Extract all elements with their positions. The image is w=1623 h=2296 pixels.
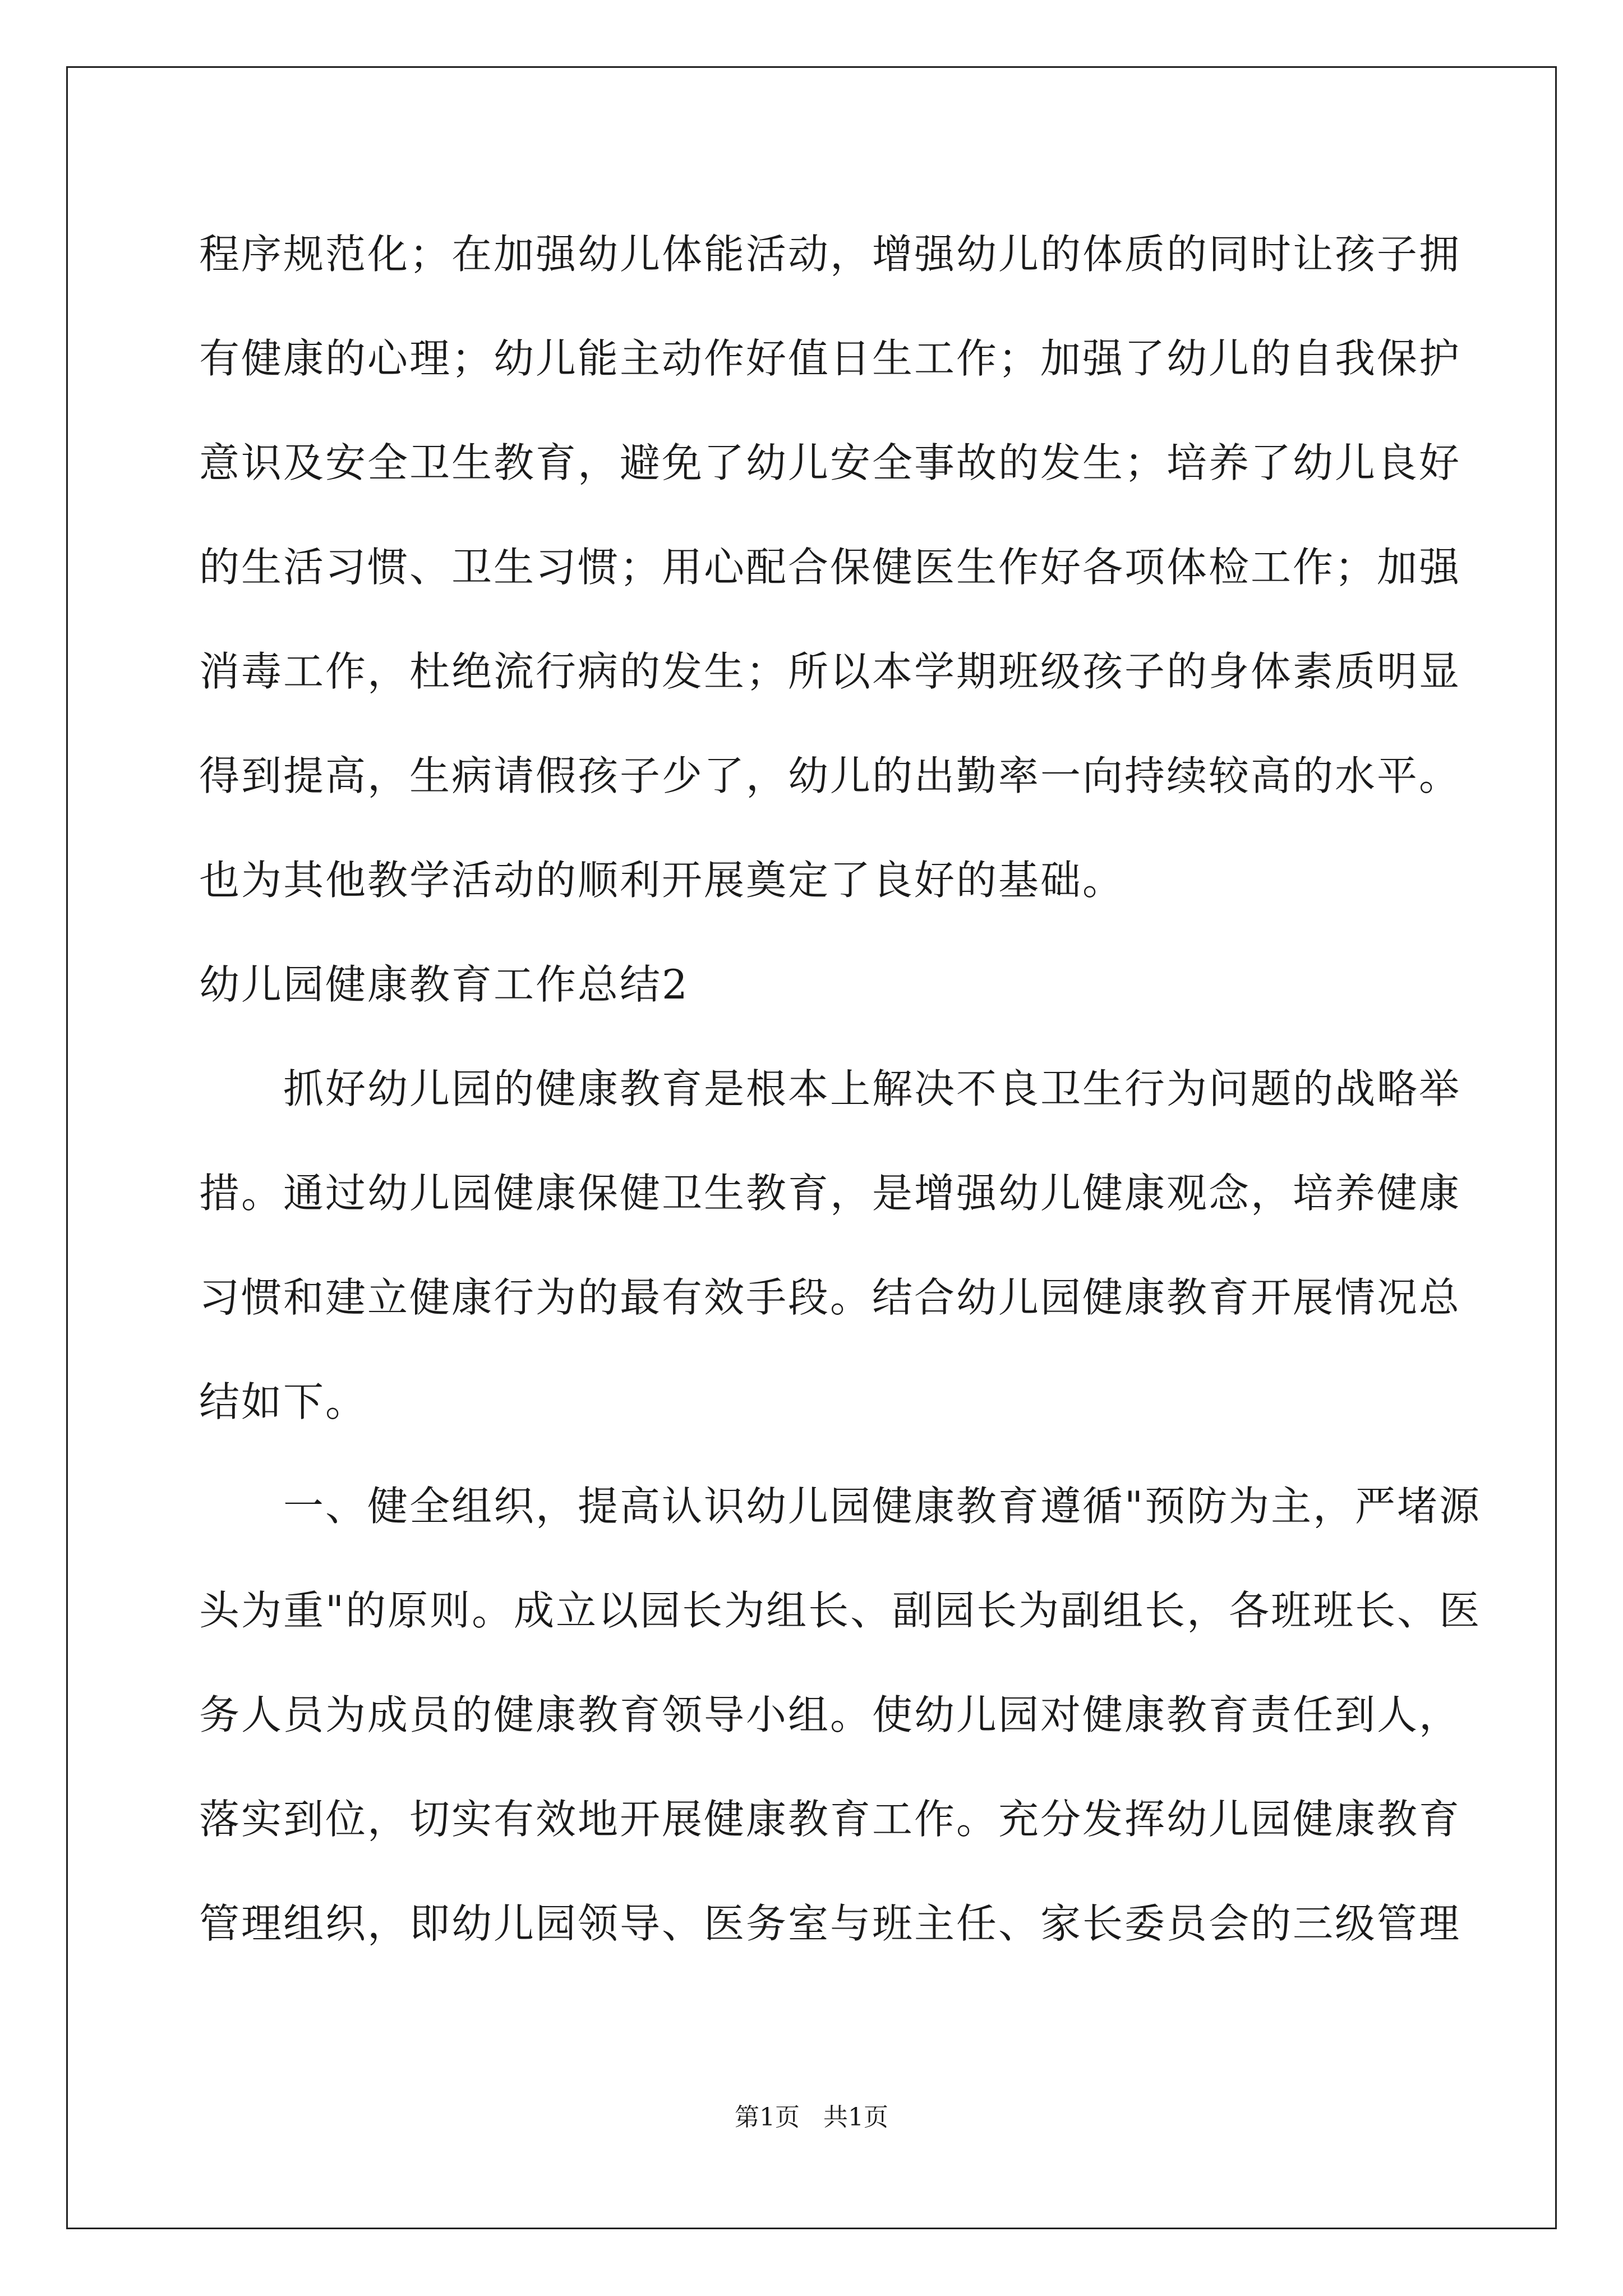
text-line: 抓好幼儿园的健康教育是根本上解决不良卫生行为问题的战略举 <box>199 1065 1461 1112</box>
text-line: 也为其他教学活动的顺利开展奠定了良好的基础。 <box>199 857 1125 904</box>
text-line: 意识及安全卫生教育，避免了幼儿安全事故的发生；培养了幼儿良好 <box>199 439 1461 486</box>
document-body <box>199 202 1482 1976</box>
section-heading: 幼儿园健康教育工作总结2 <box>199 961 689 1008</box>
text-line: 程序规范化；在加强幼儿体能活动，增强幼儿的体质的同时让孩子拥 <box>199 231 1461 278</box>
text-line: 头为重"的原则。成立以园长为组长、副园长为副组长，各班班长、医 <box>199 1587 1482 1634</box>
text-line: 结如下。 <box>199 1378 368 1425</box>
page-footer: 第1页 共1页 <box>735 2103 888 2132</box>
text-line: 务人员为成员的健康教育领导小组。使幼儿园对健康教育责任到人， <box>199 1691 1461 1738</box>
text-line: 一、健全组织，提高认识幼儿园健康教育遵循"预防为主，严堵源 <box>199 1483 1482 1530</box>
text-line: 消毒工作，杜绝流行病的发生；所以本学期班级孩子的身体素质明显 <box>199 648 1461 695</box>
text-line: 落实到位，切实有效地开展健康教育工作。充分发挥幼儿园健康教育 <box>199 1796 1461 1843</box>
text-line: 管理组织，即幼儿园领导、医务室与班主任、家长委员会的三级管理 <box>199 1900 1461 1947</box>
text-line: 得到提高，生病请假孩子少了，幼儿的出勤率一向持续较高的水平。 <box>199 752 1461 799</box>
text-line: 措。通过幼儿园健康保健卫生教育，是增强幼儿健康观念，培养健康 <box>199 1170 1461 1217</box>
text-line: 有健康的心理；幼儿能主动作好值日生工作；加强了幼儿的自我保护 <box>199 335 1461 382</box>
text-line: 习惯和建立健康行为的最有效手段。结合幼儿园健康教育开展情况总 <box>199 1274 1461 1321</box>
text-line: 的生活习惯、卫生习惯；用心配合保健医生作好各项体检工作；加强 <box>199 544 1461 591</box>
